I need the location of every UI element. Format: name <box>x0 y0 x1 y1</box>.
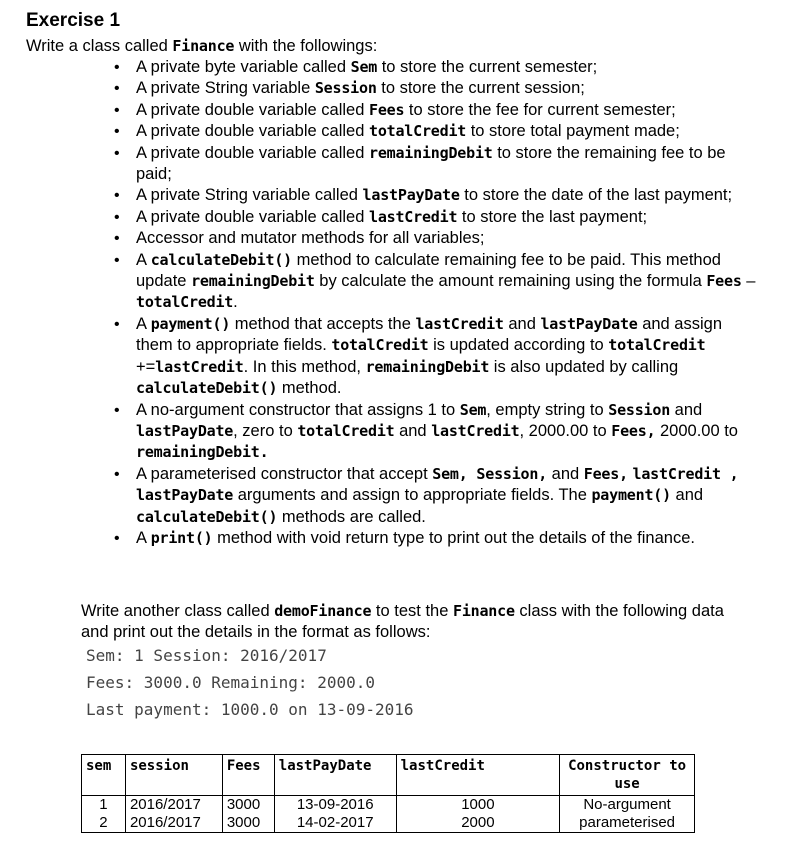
list-item <box>96 143 756 186</box>
text-run: A private double variable called <box>136 100 369 119</box>
list-item <box>96 314 756 400</box>
code-term: lastCredit <box>155 357 244 376</box>
text-run: method to calculate remaining fee to be paid. This method update <box>136 250 721 291</box>
code-term: Finance <box>452 602 515 620</box>
code-term: totalCredit <box>136 293 234 312</box>
text-run: A parameterised constructor that accept <box>136 464 433 483</box>
code-term: lastPayDate <box>136 421 234 440</box>
code-term: Fees, <box>611 421 656 440</box>
list-item <box>96 228 756 249</box>
list-item <box>96 250 756 314</box>
test-data-table <box>81 754 695 833</box>
cell-lastcredit: 1000 <box>396 796 560 815</box>
text-run: to test the <box>371 602 453 620</box>
text-run: A private byte variable called <box>136 58 351 76</box>
code-term: remainingDebit <box>191 272 315 291</box>
cell-fees: 3000 <box>222 814 274 833</box>
requirements-list <box>96 57 756 549</box>
text-run: Accessor and mutator methods for all variables; <box>136 229 485 248</box>
code-term: Session <box>608 400 671 419</box>
table-row <box>82 796 695 815</box>
text-run: and <box>670 400 703 419</box>
code-term: totalCredit <box>331 336 429 355</box>
text-run: A no-argument constructor that assigns 1 to <box>136 400 460 419</box>
code-term: remainingDebit <box>368 143 493 162</box>
cell-constructor: No-argument <box>560 796 695 815</box>
header-lastcredit: lastCredit <box>396 755 560 796</box>
header-session: session <box>125 755 222 796</box>
text-run: and assign them to appropriate fields. <box>136 314 723 355</box>
text-run: A <box>136 314 151 333</box>
header-fees: Fees <box>222 755 274 796</box>
text-run: to store the last payment; <box>457 207 648 226</box>
text-run: and <box>503 314 541 333</box>
text-run: A private double variable called <box>136 207 369 226</box>
text-run: and <box>394 421 432 440</box>
code-term: calculateDebit() <box>150 250 292 269</box>
text-run: to store the current session; <box>376 79 585 98</box>
cell-lastpaydate: 13-09-2016 <box>274 796 396 815</box>
list-item <box>96 100 756 121</box>
code-term: totalCredit <box>608 336 706 355</box>
code-term: lastPayDate <box>362 186 460 205</box>
text-run: methods are called. <box>277 507 426 526</box>
code-term: print() <box>150 528 213 547</box>
output-line-sem-session: Sem: 1 Session: 2016/2017 <box>86 646 327 665</box>
code-term: Fees <box>368 100 405 119</box>
text-run: arguments and assign to appropriate fields. The <box>233 486 592 505</box>
cell-lastpaydate: 14-02-2017 <box>274 814 396 833</box>
text-run: method. <box>277 379 342 398</box>
text-run: A <box>136 528 151 547</box>
text-run: , 2000.00 to <box>519 421 612 440</box>
code-term: lastCredit , lastPayDate <box>136 464 739 505</box>
text-run: += <box>136 357 156 376</box>
text-run: A private String variable <box>136 79 315 98</box>
code-term: Sem <box>459 400 487 419</box>
code-term: totalCredit <box>297 421 395 440</box>
code-term: calculateDebit() <box>136 507 278 526</box>
table-header-row <box>82 755 695 796</box>
exercise-title: Exercise 1 <box>26 10 121 31</box>
cell-session: 2016/2017 <box>125 814 222 833</box>
cell-session: 2016/2017 <box>125 796 222 815</box>
text-run: A private double variable called <box>136 143 369 162</box>
intro-paragraph <box>26 36 766 57</box>
text-run: method with void return type to print out the details of the finance. <box>212 528 695 547</box>
code-term: Session <box>314 79 377 98</box>
text-run: , empty string to <box>486 400 609 419</box>
text-run: A <box>136 250 151 269</box>
text-run: A private double variable called <box>136 122 369 141</box>
list-item <box>96 400 756 464</box>
list-item <box>96 78 756 99</box>
text-run: to store total payment made; <box>466 122 680 141</box>
subtask-paragraph <box>81 601 751 643</box>
cell-sem: 2 <box>82 814 126 833</box>
code-term: Sem <box>350 58 378 76</box>
list-item <box>96 57 756 78</box>
code-term: Fees, <box>583 464 628 483</box>
list-item <box>96 207 756 228</box>
code-term: payment() <box>591 486 671 505</box>
cell-sem: 1 <box>82 796 126 815</box>
code-term: Sem, Session, <box>432 464 548 483</box>
text-run: Write another class called <box>81 602 275 620</box>
text-run: , zero to <box>233 421 298 440</box>
code-term: lastCredit <box>415 314 504 333</box>
text-run: with the followings: <box>234 37 378 55</box>
text-run: class with the following data and print out the details in the format as follows: <box>81 602 724 641</box>
text-run: by calculate the amount remaining using the formula <box>314 272 707 291</box>
text-run: is also updated by calling <box>489 357 679 376</box>
text-run: – <box>741 272 756 291</box>
text-run: . <box>233 293 238 312</box>
code-term: lastPayDate <box>540 314 638 333</box>
cell-constructor: parameterised <box>560 814 695 833</box>
code-term: totalCredit <box>368 122 467 141</box>
cell-lastcredit: 2000 <box>396 814 560 833</box>
output-line-fees-remaining: Fees: 3000.0 Remaining: 2000.0 <box>86 673 375 692</box>
text-run: and <box>670 486 704 505</box>
code-term: remainingDebit <box>365 357 490 376</box>
code-term: remainingDebit. <box>136 443 269 462</box>
code-term: payment() <box>150 314 231 333</box>
text-run: to store the current semester; <box>377 58 598 76</box>
code-term: lastCredit <box>368 207 458 226</box>
output-line-last-payment: Last payment: 1000.0 on 13-09-2016 <box>86 700 414 719</box>
table-row <box>82 814 695 833</box>
text-run: . In this method, <box>243 357 366 376</box>
text-run: to store the date of the last payment; <box>459 186 733 205</box>
text-run: is updated according to <box>428 336 609 355</box>
code-term: calculateDebit() <box>136 379 278 398</box>
code-term: Finance <box>172 37 235 55</box>
list-item <box>96 464 756 528</box>
text-run: and <box>547 464 584 483</box>
list-item <box>96 185 756 206</box>
text-run: method that accepts the <box>230 314 416 333</box>
code-term: lastCredit <box>431 421 520 440</box>
text-run: to store the remaining fee to be paid; <box>136 143 726 184</box>
header-lastpaydate: lastPayDate <box>274 755 396 796</box>
text-run: 2000.00 to <box>655 421 738 440</box>
code-term: Fees <box>706 272 742 291</box>
code-term: demoFinance <box>274 602 372 620</box>
cell-fees: 3000 <box>222 796 274 815</box>
list-item <box>96 528 756 549</box>
list-item <box>96 121 756 142</box>
text-run: Write a class called <box>26 37 173 55</box>
header-sem: sem <box>82 755 126 796</box>
text-run: A private String variable called <box>136 186 363 205</box>
text-run: to store the fee for current semester; <box>404 100 676 119</box>
header-constructor: Constructor to use <box>560 755 695 796</box>
